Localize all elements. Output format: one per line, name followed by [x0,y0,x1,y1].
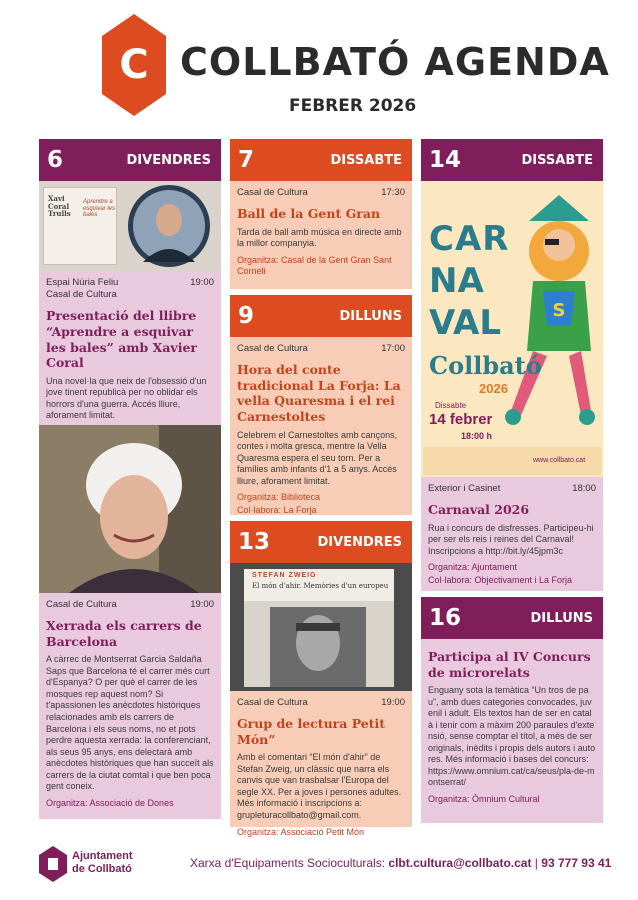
day-header [230,521,412,563]
event-title: Xerrada els carrers de Barcelona [46,618,202,649]
event-location: Casal de Cultura [237,697,308,708]
day-name: DISSABTE [521,152,593,168]
footer-contact [190,856,611,870]
event-organizer: Organitza: Biblioteca [237,492,321,503]
event-card [230,181,412,289]
event-title: Participa al IV Concurs de microrelats [428,649,591,680]
event-description: Amb el comentari “El món d'ahir” de Stefan Zweig, un clàssic que narra els canvis que van trasbalsar l'Europa del segle XX. Per a joves i persones adultes. Més informació i inscripcions a: grupleturacollbato@gmail.com. [237,752,402,820]
event-time: 19:00 [190,277,214,288]
poster-web: www.collbato.cat [533,457,586,464]
event-time: 19:00 [381,697,405,708]
collbato-logo-icon [102,14,166,116]
event-collaborator: Col·labora: La Forja [237,504,317,515]
day-number: 16 [429,605,462,631]
footer-email[interactable]: clbt.cultura@collbato.cat [388,856,532,870]
book-cover-photo [39,181,221,271]
event-location: Exterior i Casinet [428,483,501,494]
day-header [230,139,412,181]
event-organizer: Organitza: Ajuntament [428,562,518,573]
event-card [421,477,603,591]
book-cover-photo [230,563,412,691]
column-1 [39,139,221,819]
event-description: Rua i concurs de disfresses. Participeu-hi per ser els reis i reines del Carnaval! Inscripcions a http://bit.ly/45jpm3c [428,522,594,556]
day-name: DILLUNS [339,308,402,324]
event-description: Tarda de ball amb música en directe amb la millor companyia. [237,226,402,249]
carnaval-poster [421,181,603,477]
event-description: Una novel·la que neix de l'obsessió d'un jove tinent republicà per no oblidar els horrors d'una guerra. Accés lliure, aforament limitat. [46,375,207,421]
event-card [230,337,412,515]
day-header [39,139,221,181]
day-name: DIVENDRES [317,534,402,550]
event-card [39,271,221,425]
event-organizer: Organitza: Associació de Dones [46,797,174,808]
day-header [421,139,603,181]
day-number: 14 [429,147,462,173]
column-3 [421,139,603,823]
event-location-row [428,483,596,495]
event-time: 17:30 [381,187,405,198]
event-location-row [46,599,214,611]
event-description: Celebrem el Carnestoltes amb cançons, contes i molta gresca, mentre la Vella Quaresma espera el seu torn. Per a famílies amb infants d'1 a 5 anys. Accés lliure, aforament limitat. [237,429,398,486]
day-header [230,295,412,337]
event-location: Casal de Cultura [237,343,308,354]
ajuntament-crest-icon [39,846,67,882]
poster-date: 14 febrer [429,411,493,428]
day-name: DIVENDRES [126,152,211,168]
footer-contact-prefix: Xarxa d'Equipaments Socioculturals: [190,856,389,870]
event-organizer: Organitza: Òmnium Cultural [428,793,540,804]
event-location: Casal de Cultura [237,187,308,198]
event-card [39,593,221,819]
event-time: 17:00 [381,343,405,354]
svg-text:C: C [119,42,149,88]
event-location: Espai Núria Feliu Casal de Cultura [46,277,119,301]
book-author: Xavi Coral Trulls [48,194,71,219]
page-title: COLLBATÓ AGENDA [180,40,610,84]
poster-line-1: CAR [429,219,510,259]
book-author: STEFAN ZWEIG [252,572,317,579]
event-organizer: Organitza: Associació Petit Món [237,826,365,837]
day-name: DISSABTE [330,152,402,168]
column-2 [230,139,412,837]
event-title: Grup de lectura Petit Món” [237,716,386,747]
poster-line-2: NA [429,261,484,301]
page-subtitle: FEBRER 2026 [289,96,417,116]
footer-separator: | [531,856,542,870]
event-time: 18:00 [572,483,596,494]
event-title: Hora del conte tradicional La Forja: La vella Quaresma i el rei Carnestoltes [237,362,401,425]
poster-year: 2026 [479,381,508,396]
day-number: 13 [238,529,271,555]
event-description: A càrrec de Montserrat Garcia Saldaña Saps que Barcelona té el carrer més curt d'Espanya? O per què el carrer de les mosques rep aquest nom? Si t'apassionen les anècdotes històriques relacionades amb els carrers de Barcelona i els seus noms, no et pots perdre aquesta xerrada: la conferenciant, als seus 95 anys, ens delectarà amb anècdotes històriques que han succeït als carrers de la ciutat comtal i que ben poca gent coneix. [46,654,214,792]
poster-time: 18:00 h [461,431,493,441]
event-card [230,691,412,837]
book-title: Aprendre a esquivar les bales [83,199,116,219]
footer-organization: Ajuntament de Collbató [72,850,133,876]
footer-phone[interactable]: 93 777 93 41 [541,856,612,870]
event-title: Presentació del llibre “Aprendre a esquivar les bales” amb Xavier Coral [46,308,197,371]
event-organizer: Organitza: Casal de la Gent Gran Sant Corneli [237,254,392,277]
event-location-row [237,187,405,199]
event-location-row [237,343,405,355]
header [0,0,638,130]
footer [0,840,638,900]
event-location: Casal de Cultura [46,599,117,610]
day-name: DILLUNS [530,610,593,626]
speaker-photo [39,425,221,593]
event-card [421,639,603,823]
event-location-row [237,697,405,709]
poster-date-label: Dissabte [435,401,467,410]
event-title: Ball de la Gent Gran [237,206,381,222]
poster-town: Collbató [429,351,542,380]
speaker-portrait [39,425,221,593]
event-collaborator: Col·labora: Objectivament i La Forja [428,574,573,585]
author-portrait [127,184,211,268]
event-time: 19:00 [190,599,214,610]
day-number: 7 [238,147,255,173]
day-number: 9 [238,303,255,329]
day-number: 6 [47,147,64,173]
event-location-row [46,277,214,301]
book-title: El món d'ahir. Memòries d'un europeu [252,582,389,590]
poster-line-3: VAL [429,303,501,343]
svg-text:S: S [552,300,566,321]
event-description: Enguany sota la temàtica “Un tros de pau”, amb dues categories convocades, juvenil i adult. Els textos han de ser en català i tenir com a màxim 200 paraules d'extensió, sense comptar el títol, a més de ser originals, inèdits i propis dels autors i autores. Més informació i bases del concurs: https://www.omnium.cat/ca/seus/pla-de-montserrat/ [428,685,596,788]
event-title: Carnaval 2026 [428,502,530,518]
day-header [421,597,603,639]
